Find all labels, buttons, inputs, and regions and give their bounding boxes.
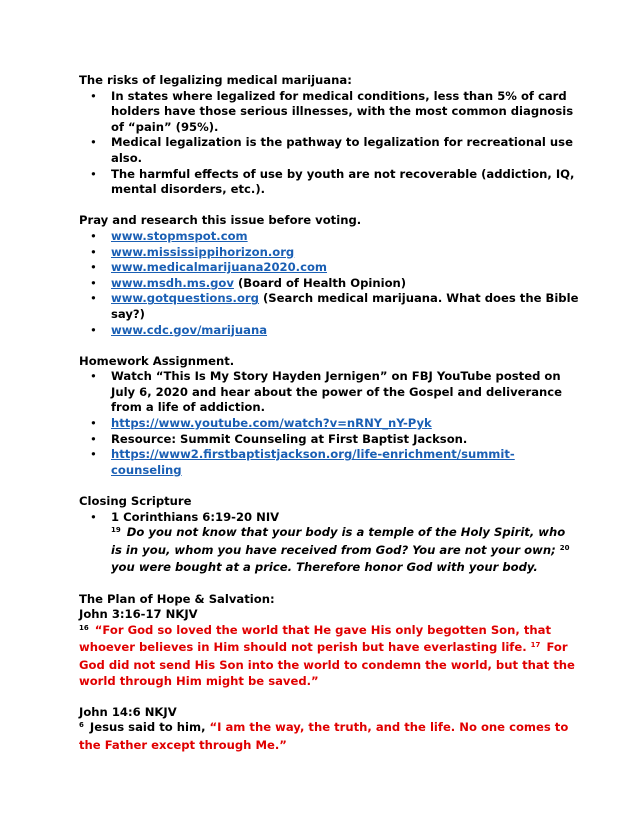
summit-counseling-link[interactable]: https://www2.firstbaptistjackson.org/life-enrichment/summit-counseling	[111, 447, 515, 477]
list-item	[79, 323, 579, 339]
list-item	[79, 260, 579, 276]
scripture-reference: John 14:6 NKJV	[79, 704, 177, 719]
verse-number: 20	[559, 543, 570, 552]
link-note: (Search medical marijuana. What does the Bible say?)	[111, 291, 579, 321]
list-item	[79, 276, 579, 292]
homework-heading: Homework Assignment.	[79, 353, 235, 368]
msdh-link[interactable]: www.msdh.ms.gov	[111, 275, 234, 290]
verse-text: “For God so loved the world that He gave His only begotten Son, that whoever believes in Him should not perish but have everlasting life.	[79, 622, 552, 655]
resource-links-list	[79, 229, 579, 338]
pray-heading: Pray and research this issue before voting.	[79, 213, 362, 228]
verse-number: 16	[79, 623, 89, 632]
verse-intro: Jesus said to him,	[85, 720, 210, 735]
list-item	[79, 447, 579, 478]
list-item	[79, 229, 579, 245]
verse-number: 6	[79, 721, 84, 730]
gotquestions-link[interactable]: www.gotquestions.org	[111, 291, 259, 306]
risks-heading: The risks of legalizing medical marijuana:	[79, 73, 352, 87]
list-item: • Watch “This Is My Story Hayden Jernigen” on FBJ YouTube posted on July 6, 2020 and hear about the power of the Gospel and deliverance from a life of addiction.	[79, 369, 579, 416]
youtube-link[interactable]: https://www.youtube.com/watch?v=nRNY_nY-Pyk	[111, 416, 432, 431]
list-item	[79, 510, 579, 576]
list-item	[79, 245, 579, 261]
john-14-section	[79, 705, 579, 754]
scripture-passage	[79, 623, 579, 689]
closing-heading: Closing Scripture	[79, 494, 192, 509]
closing-scripture-section	[79, 494, 579, 576]
list-item: • The harmful effects of use by youth are not recoverable (addiction, IQ, mental disorders, etc.).	[79, 167, 579, 198]
plan-heading: The Plan of Hope & Salvation:	[79, 591, 275, 606]
homework-section	[79, 354, 579, 479]
closing-list	[79, 510, 579, 576]
verse-text: For God did not send His Son into the world to condemn the world, but that the world through Him might be saved.”	[79, 640, 575, 688]
list-item: • In states where legalized for medical conditions, less than 5% of card holders have those serious illnesses, with the most common diagnosis of “pain” (95%).	[79, 89, 579, 136]
mississippihorizon-link[interactable]: www.mississippihorizon.org	[111, 244, 295, 259]
verse-number: 19	[111, 526, 121, 535]
verse-text: “I am the way, the truth, and the life. No one comes to the Father except through Me.”	[79, 720, 569, 752]
verse-text: you were bought at a price. Therefore honor God with your body.	[111, 560, 538, 575]
stopmspot-link[interactable]: www.stopmspot.com	[111, 228, 248, 243]
verse-number: 17	[530, 641, 541, 650]
list-item: • Resource: Summit Counseling at First Baptist Jackson.	[79, 432, 579, 448]
list-item	[79, 416, 579, 432]
scripture-passage	[79, 720, 579, 753]
homework-list	[79, 369, 579, 478]
list-item: • Medical legalization is the pathway to legalization for recreational use also.	[79, 135, 579, 166]
pray-section	[79, 213, 579, 338]
risks-list	[79, 89, 579, 198]
plan-section	[79, 592, 579, 690]
cdc-link[interactable]: www.cdc.gov/marijuana	[111, 322, 268, 337]
scripture-reference: 1 Corinthians 6:19-20 NIV	[111, 509, 280, 524]
list-item	[79, 291, 579, 322]
scripture-reference: John 3:16-17 NKJV	[79, 607, 198, 622]
medicalmarijuana2020-link[interactable]: www.medicalmarijuana2020.com	[111, 260, 327, 275]
link-note: (Board of Health Opinion)	[233, 275, 407, 290]
verse-text: Do you not know that your body is a temple of the Holy Spirit, who is in you, whom you have received from God? You are not your own;	[111, 525, 566, 557]
risks-section	[79, 73, 579, 198]
document-body	[79, 73, 579, 754]
